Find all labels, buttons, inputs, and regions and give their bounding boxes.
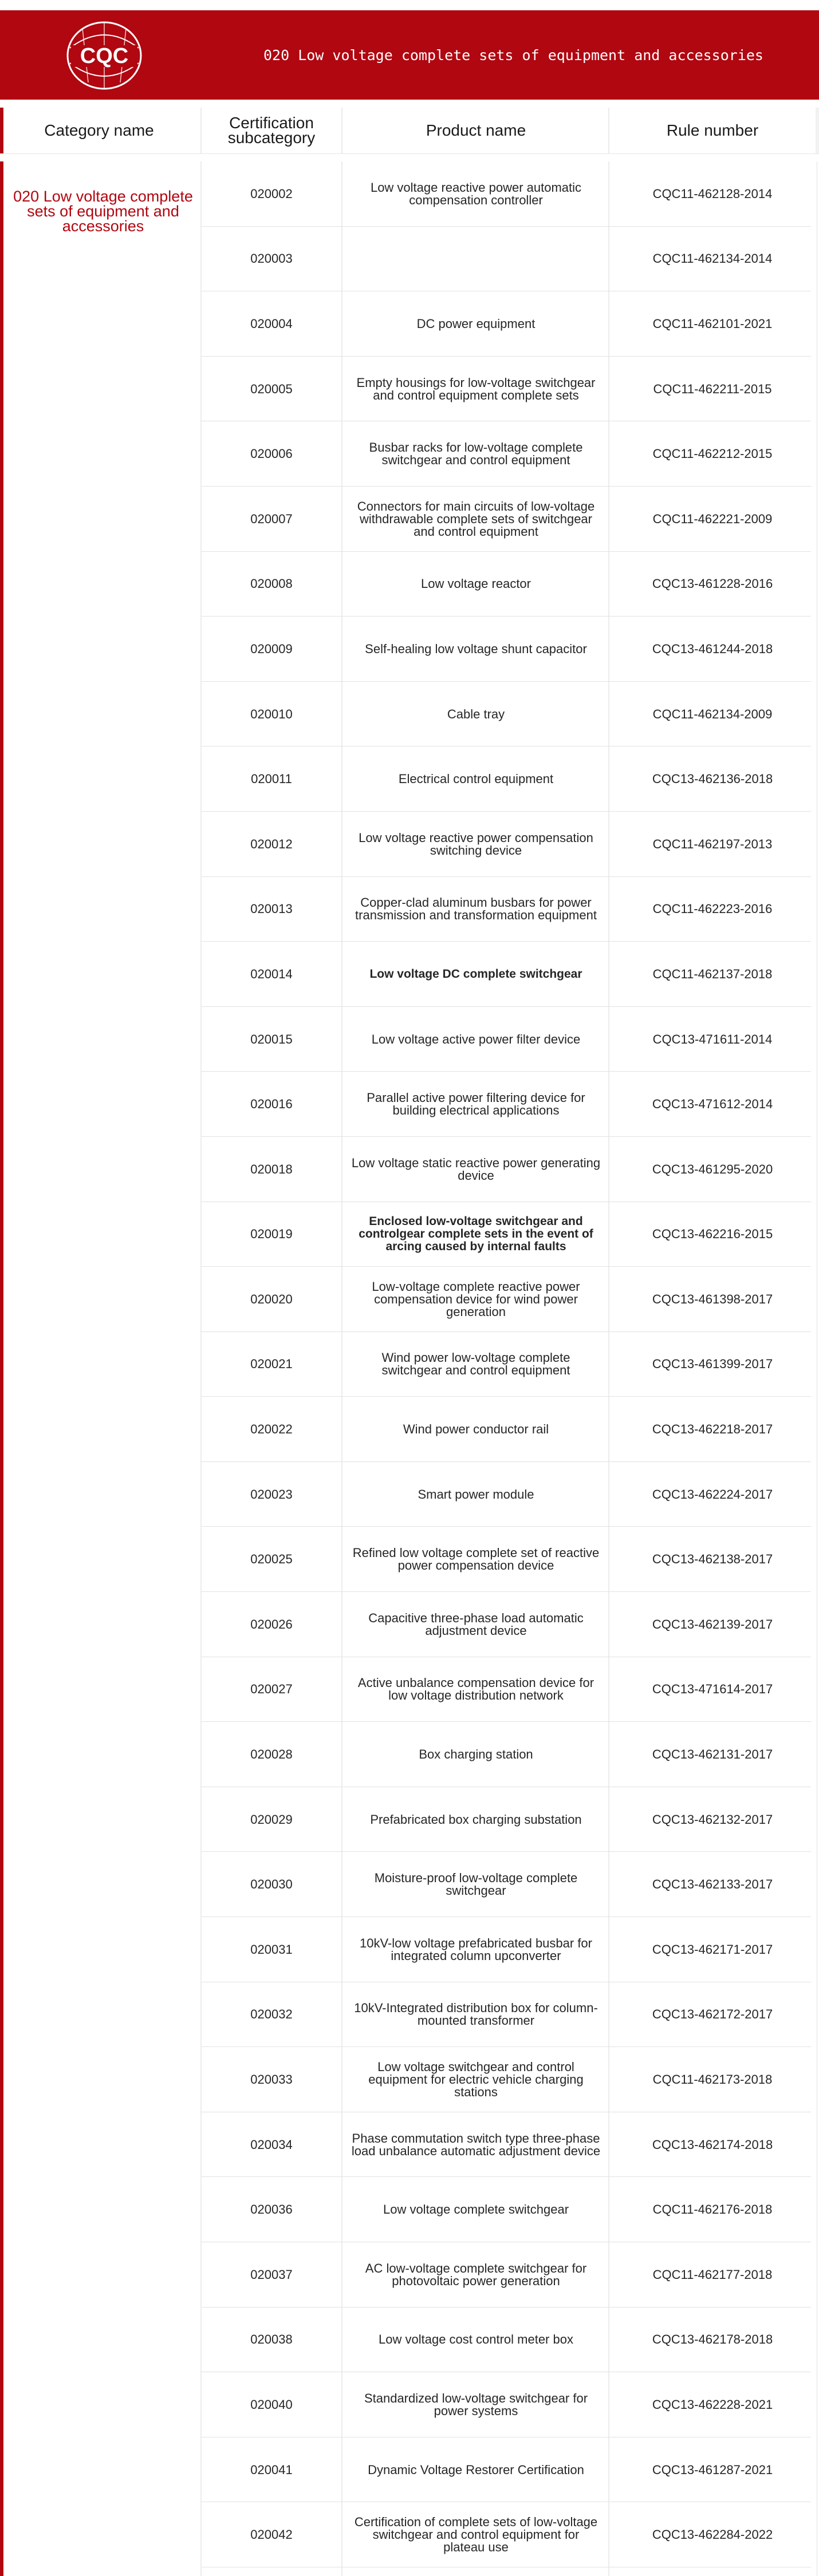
subcategory-code: 020006	[250, 447, 293, 461]
header-divider-line	[0, 153, 819, 154]
subcategory-code: 020027	[250, 1682, 293, 1697]
rule-number: CQC11-462134-2014	[652, 251, 773, 266]
subcategory-code: 020022	[250, 1422, 293, 1437]
rule-number: CQC13-461228-2016	[652, 576, 773, 591]
rule-number: CQC13-461399-2017	[652, 1357, 773, 1372]
rule-number: CQC11-462173-2018	[652, 2072, 773, 2087]
rule-number: CQC13-462132-2017	[652, 1812, 773, 1827]
subcategory-code: 020021	[250, 1357, 293, 1372]
product-name: Wind power conductor rail	[403, 1422, 549, 1437]
product-name: Self-healing low voltage shunt capacitor	[365, 641, 587, 656]
rule-number: CQC13-471611-2014	[652, 1032, 773, 1046]
cqc-logo	[65, 18, 143, 93]
subcategory-code: 020009	[250, 641, 293, 656]
header-divider	[341, 108, 342, 153]
table-row	[0, 1592, 819, 1657]
rule-number: CQC11-462197-2013	[652, 836, 773, 851]
table-row	[0, 812, 819, 877]
table-row	[0, 1202, 819, 1267]
product-name: Phase commutation switch type three-phase load unbalance automatic adjustment device	[351, 2131, 601, 2158]
table-row	[0, 357, 819, 422]
table-row	[0, 1332, 819, 1397]
rule-number: CQC13-471614-2017	[652, 1682, 773, 1697]
subcategory-code: 020013	[250, 902, 293, 916]
rule-number: CQC13-471612-2014	[652, 1097, 773, 1112]
subcategory-code: 020012	[250, 836, 293, 851]
rule-number: CQC13-462171-2017	[652, 1942, 773, 1957]
product-name: Moisture-proof low-voltage complete switchgear	[374, 1871, 578, 1898]
rule-number: CQC11-462137-2018	[652, 966, 773, 981]
rule-number: CQC13-461295-2020	[652, 1161, 773, 1176]
product-name: Low voltage DC complete switchgear	[369, 967, 582, 981]
header-accent-bar	[0, 108, 3, 153]
product-name: Refined low voltage complete set of reactive power compensation device	[352, 1546, 600, 1573]
subcategory-code: 020003	[250, 251, 293, 266]
rule-number: CQC11-462211-2015	[653, 381, 772, 396]
rule-number: CQC11-462176-2018	[652, 2202, 773, 2217]
rule-number: CQC13-462224-2017	[652, 1487, 773, 1502]
product-name: Electrical control equipment	[398, 772, 554, 787]
subcategory-code: 020018	[250, 1161, 293, 1176]
rule-number: CQC11-462223-2016	[652, 902, 773, 916]
product-name: Low voltage switchgear and control equipment for electric vehicle charging stations	[368, 2060, 584, 2100]
table-row	[0, 2308, 819, 2373]
page-title: 020 Low voltage complete sets of equipment and accessories	[263, 47, 763, 64]
product-name: Standardized low-voltage switchgear for power systems	[364, 2391, 588, 2418]
table-row	[0, 161, 819, 227]
table-row	[0, 227, 819, 292]
subcategory-code: 020026	[250, 1617, 293, 1631]
rule-number: CQC13-462139-2017	[652, 1617, 773, 1631]
subcategory-code: 020029	[250, 1812, 293, 1827]
table-row	[0, 1657, 819, 1722]
subcategory-code: 020032	[250, 2007, 293, 2022]
header-banner	[0, 10, 819, 100]
product-name: AC low-voltage complete switchgear for photovoltaic power generation	[365, 2261, 587, 2288]
header-divider	[608, 108, 609, 153]
rule-number: CQC11-462221-2009	[652, 511, 773, 526]
subcategory-code: 020002	[250, 186, 293, 201]
subcategory-code: 020008	[250, 576, 293, 591]
rule-number: CQC13-462178-2018	[652, 2332, 773, 2347]
product-name: Busbar racks for low-voltage complete switchgear and control equipment	[369, 440, 583, 468]
subcategory-code: 020042	[250, 2527, 293, 2542]
table-row	[0, 1462, 819, 1527]
product-name: Box charging station	[419, 1747, 533, 1762]
rule-number: CQC13-461287-2021	[652, 2462, 773, 2477]
rule-number: CQC13-462216-2015	[652, 1227, 773, 1242]
product-name: Prefabricated box charging substation	[370, 1812, 582, 1827]
category-name: 020 Low voltage complete sets of equipment and accessories	[13, 188, 193, 235]
rule-number: CQC13-462136-2018	[652, 772, 773, 787]
subcategory-code: 020023	[250, 1487, 293, 1502]
table-row	[0, 1917, 819, 1982]
product-name: Low voltage active power filter device	[371, 1032, 581, 1046]
rule-number: CQC13-462172-2017	[652, 2007, 773, 2022]
product-name: 10kV-low voltage prefabricated busbar for integrated column upconverter	[359, 1935, 592, 1963]
subcategory-code: 020019	[250, 1227, 293, 1242]
table-row	[0, 1397, 819, 1462]
table-row	[0, 2112, 819, 2178]
subcategory-code: 020040	[250, 2397, 293, 2412]
rule-number: CQC11-462212-2015	[652, 447, 773, 461]
table-row	[0, 2502, 819, 2567]
rule-number: CQC13-462284-2022	[652, 2527, 773, 2542]
table-row	[0, 2242, 819, 2308]
subcategory-code: 020031	[250, 1942, 293, 1957]
column-header-subcategory: Certification subcategory	[227, 114, 316, 147]
table-row	[0, 1852, 819, 1917]
table-row	[0, 1982, 819, 2048]
product-name: Low voltage reactive power automatic compensation controller	[370, 180, 582, 207]
table-row	[0, 552, 819, 617]
rule-number: CQC13-462174-2018	[652, 2137, 773, 2152]
rule-number: CQC11-462128-2014	[652, 186, 773, 201]
table-row	[0, 291, 819, 357]
column-header-product: Product name	[426, 121, 526, 139]
svg-text:CQC: CQC	[80, 44, 129, 68]
table-row	[0, 682, 819, 747]
table-row	[0, 1137, 819, 1202]
subcategory-code: 020025	[250, 1552, 293, 1567]
product-name: Smart power module	[418, 1487, 534, 1502]
product-name: Low voltage static reactive power generating device	[351, 1155, 601, 1183]
table-row	[0, 2047, 819, 2112]
subcategory-code: 020028	[250, 1747, 293, 1762]
subcategory-code: 020016	[250, 1097, 293, 1112]
product-name: Low voltage reactive power compensation switching device	[359, 830, 593, 858]
product-name: Copper-clad aluminum busbars for power transmission and transformation equipment	[355, 895, 597, 923]
subcategory-code: 020011	[251, 772, 292, 787]
product-name: Dynamic Voltage Restorer Certification	[368, 2462, 584, 2477]
product-table	[0, 161, 819, 2567]
product-name: DC power equipment	[416, 316, 536, 331]
table-row	[0, 942, 819, 1007]
rule-number: CQC13-462131-2017	[652, 1747, 773, 1762]
subcategory-code: 020007	[250, 511, 293, 526]
table-row	[0, 2177, 819, 2242]
product-name: Low voltage reactor	[421, 576, 531, 591]
product-name: Connectors for main circuits of low-voltage withdrawable complete sets of switchgear and control equipment	[357, 499, 595, 539]
column-header-rule: Rule number	[666, 121, 759, 139]
subcategory-code: 020020	[250, 1291, 293, 1306]
table-row	[0, 617, 819, 682]
subcategory-code: 020014	[250, 966, 293, 981]
rule-number: CQC13-461244-2018	[652, 641, 773, 656]
rule-number: CQC11-462101-2021	[652, 316, 773, 331]
subcategory-code: 020004	[250, 316, 293, 331]
table-row	[0, 1007, 819, 1072]
product-name	[344, 227, 608, 292]
subcategory-code: 020037	[250, 2267, 293, 2282]
table-row	[0, 421, 819, 487]
product-name: Certification of complete sets of low-voltage switchgear and control equipment for plateau use	[354, 2515, 598, 2555]
subcategory-code: 020030	[250, 1877, 293, 1892]
product-name: Capacitive three-phase load automatic adjustment device	[368, 1610, 584, 1638]
rule-number: CQC13-462133-2017	[652, 1877, 773, 1892]
header-edge	[816, 108, 819, 153]
column-header-category: Category name	[44, 121, 154, 139]
subcategory-code: 020041	[250, 2462, 293, 2477]
rule-number: CQC13-461398-2017	[652, 1291, 773, 1306]
table-row	[0, 877, 819, 942]
product-name: Low-voltage complete reactive power compensation device for wind power generation	[372, 1279, 580, 1319]
subcategory-code: 020015	[250, 1032, 293, 1046]
table-row	[0, 2437, 819, 2503]
subcategory-code: 020034	[250, 2137, 293, 2152]
table-row	[0, 1267, 819, 1332]
rule-number: CQC13-462228-2021	[652, 2397, 773, 2412]
subcategory-code: 020038	[250, 2332, 293, 2347]
product-name: Enclosed low-voltage switchgear and controlgear complete sets in the event of arcing caused by internal faults	[359, 1215, 593, 1254]
rule-number: CQC13-462218-2017	[652, 1422, 773, 1437]
subcategory-code: 020036	[250, 2202, 293, 2217]
table-row	[0, 746, 819, 812]
product-name: Active unbalance compensation device for low voltage distribution network	[357, 1676, 594, 1703]
product-name: Parallel active power filtering device for building electrical applications	[367, 1091, 585, 1118]
product-name: Wind power low-voltage complete switchgear and control equipment	[381, 1350, 570, 1378]
table-row	[0, 2372, 819, 2437]
product-name: Low voltage complete switchgear	[383, 2202, 569, 2217]
rule-number: CQC11-462177-2018	[652, 2267, 773, 2282]
table-row	[0, 1072, 819, 1137]
product-name: Cable tray	[447, 706, 505, 721]
table-row	[0, 1787, 819, 1852]
rule-number: CQC11-462134-2009	[652, 706, 773, 721]
table-row	[0, 487, 819, 552]
subcategory-code: 020005	[250, 381, 293, 396]
rule-number: CQC13-462138-2017	[652, 1552, 773, 1567]
table-row	[0, 1722, 819, 1787]
product-name: Low voltage cost control meter box	[379, 2332, 573, 2347]
product-name: Empty housings for low-voltage switchgear and control equipment complete sets	[356, 375, 596, 402]
header-divider	[200, 108, 202, 153]
subcategory-code: 020033	[250, 2072, 293, 2087]
subcategory-code: 020010	[250, 706, 293, 721]
product-name: 10kV-Integrated distribution box for column-mounted transformer	[354, 2001, 598, 2028]
table-row	[0, 1527, 819, 1592]
